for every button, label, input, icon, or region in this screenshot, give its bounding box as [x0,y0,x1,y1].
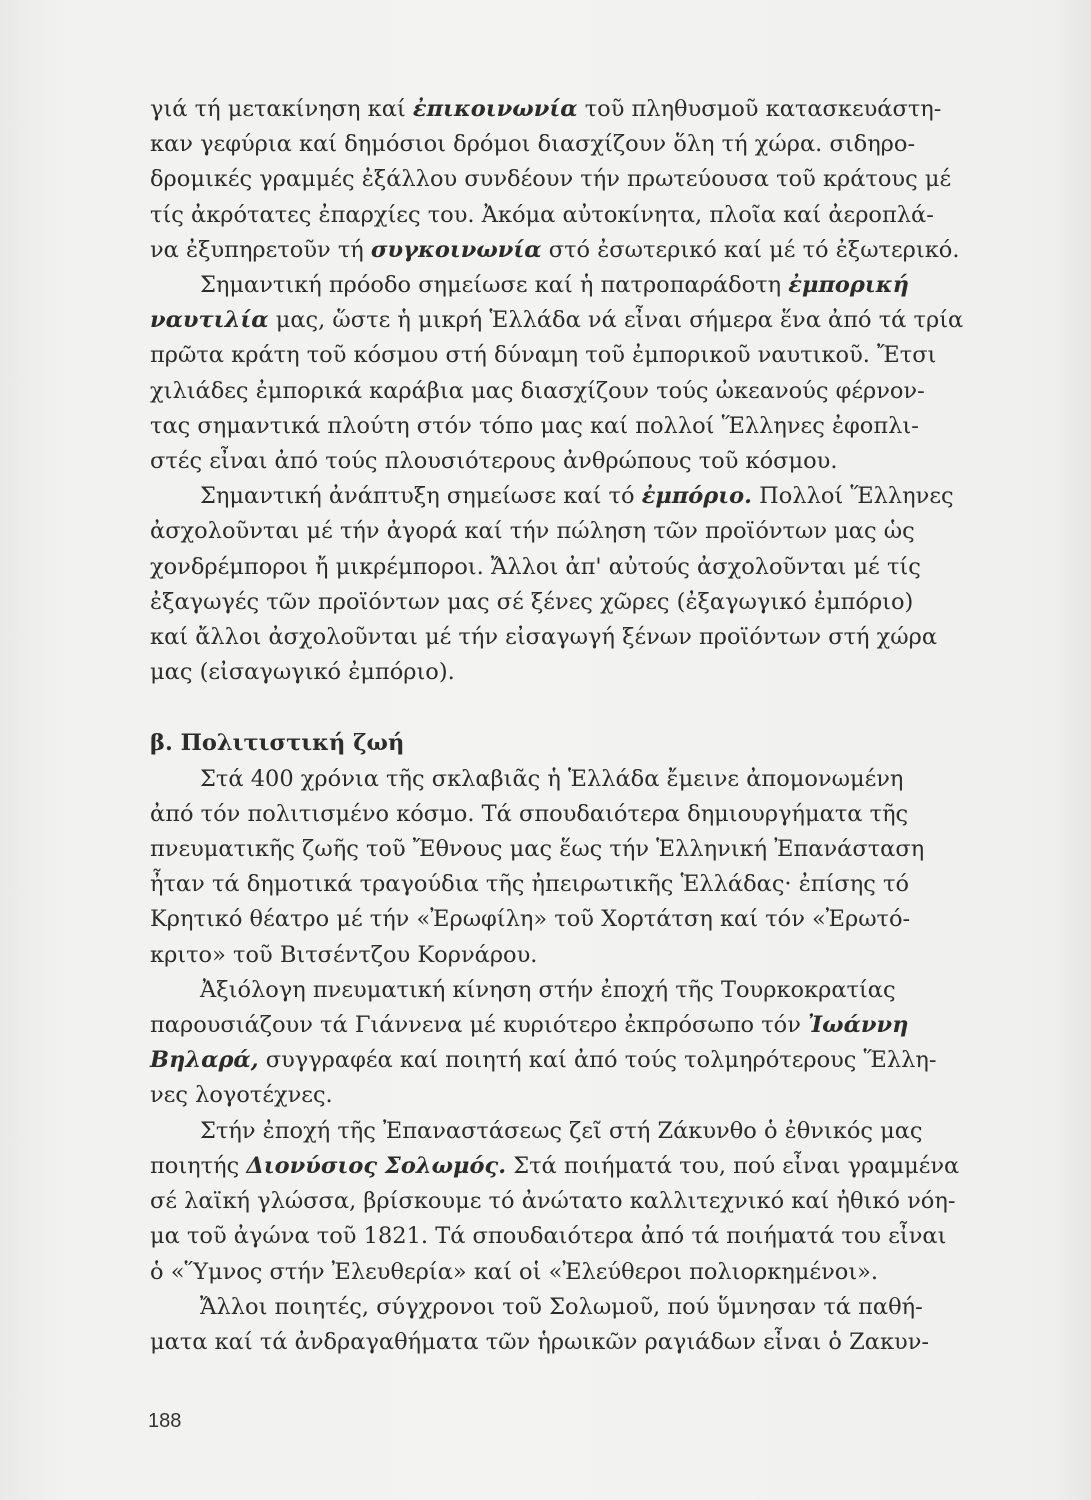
paragraph-commerce [150,479,1003,690]
text-line: τίς ἀκρότατες ἐπαρχίες του. Ἀκόμα αὐτοκίνητα, πλοῖα καί ἀεροπλά- [150,201,934,228]
paragraph-shipping [150,268,1003,479]
text-line: Ἄλλοι ποιητές, σύγχρονοι τοῦ Σολωμοῦ, πού ὕμνησαν τά παθή- [200,1293,923,1320]
text-line: ναυτιλία μας, ὥστε ἡ μικρή Ἑλλάδα νά εἶναι σήμερα ἕνα ἀπό τά τρία [150,307,964,334]
text-line: Ἀξιόλογη πνευματική κίνηση στήν ἐποχή τῆς Τουρκοκρατίας [200,976,896,1003]
paragraph-ioannina [150,973,1003,1114]
text-line: παρουσιάζουν τά Γιάννενα μέ κυριότερο ἐκπρόσωπο τόν Ἰωάννη [150,1012,909,1039]
text-line: νες λογοτέχνες. [150,1082,333,1109]
paragraph-cultural-isolation [150,762,1003,973]
emphasis-term: ἐπικοινωνία [412,96,578,122]
body-text [150,92,1003,1360]
text-line: ποιητής Διονύσιος Σολωμός. Στά ποιήματά του, πού εἶναι γραμμένα [150,1152,960,1179]
text-line: πρῶτα κράτη τοῦ κόσμου στή δύναμη τοῦ ἐμπορικοῦ ναυτικοῦ. Ἔτσι [150,342,937,369]
text-line: ματα καί τά ἀνδραγαθήματα τῶν ἡρωικῶν ραγιάδων εἶναι ὁ Ζακυν- [150,1328,929,1355]
emphasis-name: Ἰωάννη [808,1012,909,1039]
text-line: ἀσχολοῦνται μέ τήν ἀγορά καί τήν πώληση τῶν προϊόντων μας ὡς [150,518,915,545]
emphasis-term: ἐμπόριο. [641,483,753,510]
text-line: μας (εἰσαγωγικό ἐμπόριο). [150,659,455,686]
paragraph-solomos [150,1114,1003,1290]
text-line: πνευματικῆς ζωῆς τοῦ Ἔθνους μας ἕως τήν Ἑλληνική Ἐπανάσταση [150,836,925,863]
text-line: καί ἄλλοι ἀσχολοῦνται μέ τήν εἰσαγωγή ξένων προϊόντων στή χώρα [150,624,938,651]
text-line: Στά 400 χρόνια τῆς σκλαβιᾶς ἡ Ἑλλάδα ἔμεινε ἀπομονωμένη [200,765,904,792]
text-line: μα τοῦ ἀγώνα τοῦ 1821. Τά σπουδαιότερα ἀπό τά ποιήματά του εἶναι [150,1223,947,1250]
page-number: 188 [148,1410,182,1432]
text-line: τας σημαντικά πλούτη στόν τόπο μας καί πολλοί Ἕλληνες ἐφοπλι- [150,412,919,439]
emphasis-term: ναυτιλία [150,307,269,334]
text-line: Κρητικό θέατρο μέ τήν «Ἐρωφίλη» τοῦ Χορτάτση καί τόν «Ἐρωτό- [150,906,911,933]
text-line: χιλιάδες ἐμπορικά καράβια μας διασχίζουν τούς ὠκεανούς φέρνον- [150,377,925,404]
text-line: να ἐξυπηρετοῦν τή συγκοινωνία στό ἐσωτερικό καί μέ τό ἐξωτερικό. [150,236,960,263]
text-line: Σημαντική ἀνάπτυξη σημείωσε καί τό ἐμπόριο. Πολλοί Ἕλληνες [200,483,954,510]
text-line: κριτο» τοῦ Βιτσέντζου Κορνάρου. [150,941,538,968]
text-line: Στήν ἐποχή τῆς Ἐπαναστάσεως ζεῖ στή Ζάκυνθο ὁ ἐθνικός μας [200,1117,923,1144]
emphasis-term: συγκοινωνία [370,236,542,263]
text-line: χονδρέμποροι ἤ μικρέμποροι. Ἄλλοι ἀπ' αὐτούς ἀσχολοῦνται μέ τίς [150,553,921,580]
page-edge-shadow [1051,0,1091,1500]
section-heading: β. Πολιτιστική ζωή [150,730,405,757]
text-line: ἀπό τόν πολιτισμένο κόσμο. Τά σπουδαιότερα δημιουργήματα τῆς [150,800,909,827]
text-line: Βηλαρά, συγγραφέα καί ποιητή καί ἀπό τούς τολμηρότερους Ἕλλη- [150,1047,937,1074]
text-line: γιά τή μετακίνηση καί ἐπικοινωνία τοῦ πληθυσμοῦ κατασκευάστη- [150,96,942,122]
text-line: σέ λαϊκή γλώσσα, βρίσκουμε τό ἀνώτατο καλλιτεχνικό καί ἠθικό νόη- [150,1188,956,1215]
text-line: στές εἶναι ἀπό τούς πλουσιότερους ἀνθρώπους τοῦ κόσμου. [150,448,838,475]
text-line: ἐξαγωγές τῶν προϊόντων μας σέ ξένες χῶρες (ἐξαγωγικό ἐμπόριο) [150,588,914,615]
paragraph-transport [150,92,1003,268]
emphasis-name: Βηλαρά, [150,1047,259,1074]
text-line: ἦταν τά δημοτικά τραγούδια τῆς ἠπειρωτικῆς Ἑλλάδας· ἐπίσης τό [150,871,910,898]
text-line: ὁ «Ὕμνος στήν Ἐλευθερία» καί οἱ «Ἐλεύθεροι πολιορκημένοι». [150,1258,879,1285]
emphasis-name: Διονύσιος Σολωμός. [246,1152,507,1179]
text-line: Σημαντική πρόοδο σημείωσε καί ἡ πατροπαράδοτη ἐμπορική [200,272,909,299]
emphasis-term: ἐμπορική [788,272,909,299]
text-line: καν γεφύρια καί δημόσιοι δρόμοι διασχίζουν ὅλη τή χώρα. σιδηρο- [150,131,916,158]
text-line: δρομικές γραμμές ἐξάλλου συνδέουν τήν πρωτεύουσα τοῦ κράτους μέ [150,166,952,193]
paragraph-other-poets [150,1290,1003,1360]
